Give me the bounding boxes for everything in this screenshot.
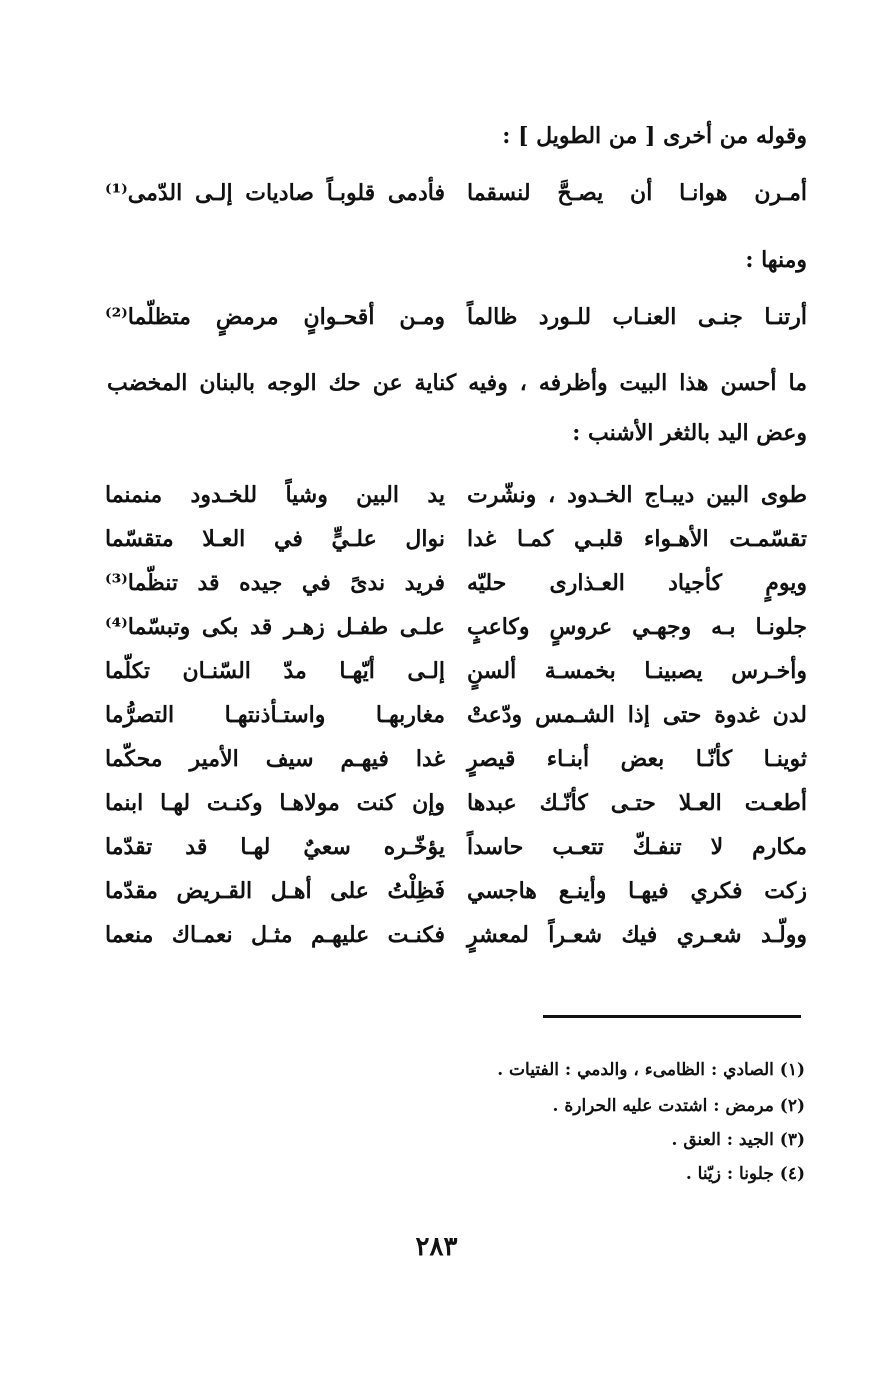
- poem-line-8-left: وإن كنت مولاهـا وكنـت لهـا ابنما: [105, 790, 445, 816]
- footnote-2: (٢) مرمض : اشتدت عليه الحرارة .: [552, 1096, 805, 1116]
- poem-line-11-right: وولّـد شعـري فيك شعـراً لمعشرٍ: [467, 922, 807, 948]
- poem-line-11-left: فكنـت عليهـم مثـل نعمـاك منعما: [105, 922, 445, 948]
- poem-line-4-left: علـى طفـل زهـر قد بكى وتبسّما⁽⁴⁾: [105, 614, 445, 640]
- poem-line-6-left: مغاربهـا واستـأذنتهـا التصرُّما: [105, 702, 445, 728]
- couplet-2-first-hemistich: أرتنـا جنـى العنـاب للـورد ظالماً: [467, 304, 807, 330]
- poem-intro-heading: وقوله من أخرى [ من الطويل ] :: [502, 123, 807, 149]
- poem-line-6-right: لدن غدوة حتى إذا الشـمس ودّعتْ: [467, 702, 807, 728]
- poem-line-3-left: فريد ندىً في جيده قد تنظّما⁽³⁾: [105, 570, 445, 596]
- footnote-4: (٤) جلونا : زيّنا .: [685, 1164, 805, 1184]
- footnote-separator: [543, 1015, 801, 1018]
- poem-line-1-left: يد البين وشياً للخـدود منمنما: [105, 482, 445, 508]
- poem-line-10-right: زكت فكري فيهـا وأينـع هاجسي: [467, 878, 807, 904]
- poem-line-8-right: أطعـت العـلا حتـى كأنّـك عبدها: [467, 790, 807, 816]
- excerpt-intro: ومنها :: [745, 247, 807, 273]
- poem-line-4-right: جلونـا بـه وجهـي عروسٍ وكاعبٍ: [467, 614, 807, 640]
- poem-line-7-left: غدا فيهـم سيف الأمير محكّما: [105, 746, 445, 772]
- poem-line-2-right: تقسّمـت الأهـواء قلبـي كمـا غدا: [467, 526, 807, 552]
- poem-line-9-right: مكارم لا تنفـكّ تتعـب حاسداً: [467, 834, 807, 860]
- poem-line-9-left: يؤخّـره سعيٌ لهـا قد تقدّما: [105, 834, 445, 860]
- poem-line-2-left: نوال علـيٍّ في العـلا متقسّما: [105, 526, 445, 552]
- footnote-3: (٣) الجيد : العنق .: [671, 1130, 805, 1150]
- page-number: ٢٨٣: [415, 1232, 458, 1262]
- poem-line-7-right: ثوينـا كأنّـا بعض أبنـاء قيصرٍ: [467, 746, 807, 772]
- couplet-1-second-hemistich: فأدمى قلوبـاً صاديات إلـى الدّمى⁽¹⁾: [105, 180, 445, 206]
- poem-line-10-left: فَظِلْتُ على أهـل القـريض مقدّما: [105, 878, 445, 904]
- couplet-2-second-hemistich: ومـن أقحـوانٍ مرمضٍ متظلّما⁽²⁾: [105, 304, 445, 330]
- poem-line-5-left: إلـى أيّهـا مدّ السّنـان تكلّما: [105, 658, 445, 684]
- poem-line-1-right: طوى البين ديبـاج الخـدود ، ونشّرت: [467, 482, 807, 508]
- couplet-1-first-hemistich: أمـرن هوانـا أن يصـحَّ لنسقما: [467, 180, 807, 206]
- poem-line-5-right: وأخـرس يصبينـا بخمسـة ألسنٍ: [467, 658, 807, 684]
- commentary-paragraph: ما أحسن هذا البيت وأظرفه ، وفيه كناية عن حك الوجه بالبنان المخضب وعض اليد بالثغر الأشنب :: [107, 370, 807, 446]
- footnote-1: (١) الصادي : الظامىء ، والدمي : الفتيات .: [497, 1060, 805, 1080]
- poem-line-3-right: ويومٍ كأجياد العـذارى حليّه: [467, 570, 807, 596]
